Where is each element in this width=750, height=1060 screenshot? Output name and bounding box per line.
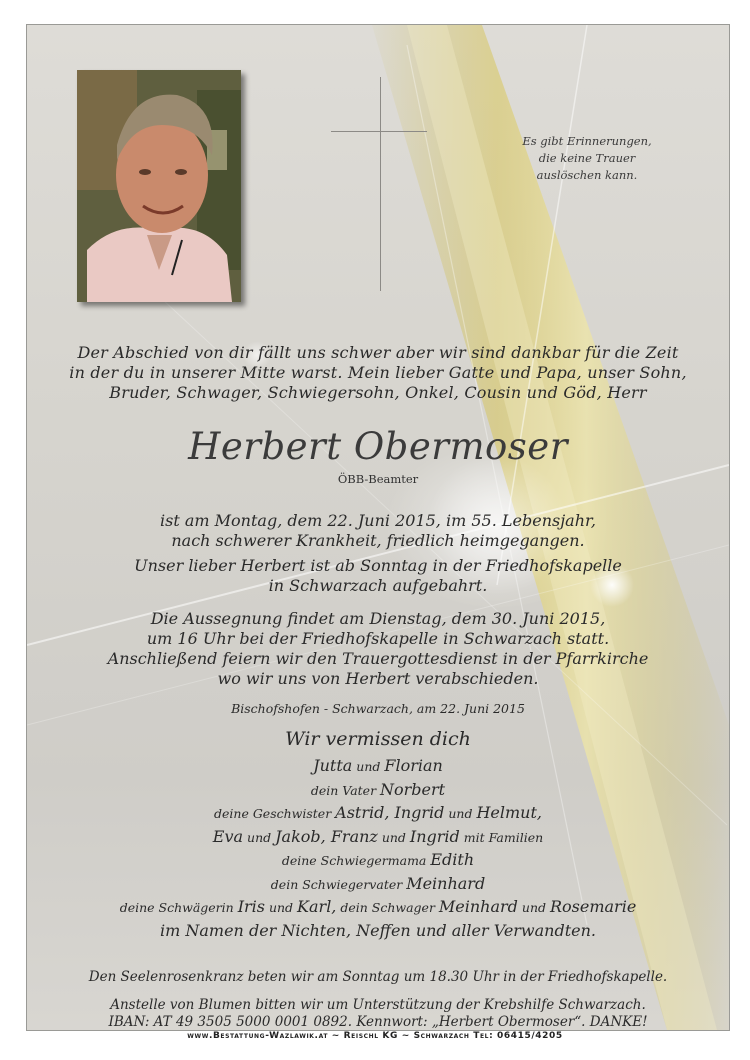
mourner-line: deine Geschwister Astrid, Ingrid und Helmut,	[214, 803, 542, 822]
mourner-line: im Namen der Nichten, Neffen und aller Verwandten.	[160, 920, 596, 940]
intro-line: Der Abschied von dir fällt uns schwer aber wir sind dankbar für die Zeit	[77, 343, 679, 362]
funeral-notice	[27, 609, 729, 689]
laid-out-notice	[27, 556, 729, 596]
mourners-list	[27, 755, 729, 942]
mourner-line: Jutta und Florian	[313, 756, 443, 775]
portrait-photo	[77, 70, 241, 302]
cross-vertical	[380, 77, 381, 291]
donation-line: Anstelle von Blumen bitten wir um Unterstützung der Krebshilfe Schwarzach.	[110, 997, 646, 1013]
quote-line: Es gibt Erinnerungen,	[522, 134, 652, 148]
intro-line: Bruder, Schwager, Schwiegersohn, Onkel, Cousin und Göd, Herr	[109, 383, 647, 402]
death-line: nach schwerer Krankheit, friedlich heimgegangen.	[171, 531, 585, 550]
rosary-notice: Den Seelenrosenkranz beten wir am Sonntag um 18.30 Uhr in der Friedhofskapelle.	[88, 969, 668, 985]
obituary-card	[26, 24, 730, 1031]
death-line: ist am Montag, dem 22. Juni 2015, im 55. Lebensjahr,	[160, 511, 596, 530]
funeral-line: Die Aussegnung findet am Dienstag, dem 30. Juni 2015,	[150, 609, 606, 628]
quote-line: auslöschen kann.	[536, 168, 638, 182]
funeral-line: Anschließend feiern wir den Trauergottesdienst in der Pfarrkirche	[107, 649, 649, 668]
intro-line: in der du in unserer Mitte warst. Mein lieber Gatte und Papa, unser Sohn,	[69, 363, 687, 382]
mourner-line: dein Vater Norbert	[310, 779, 446, 799]
mourner-line: deine Schwiegermama Edith	[281, 850, 475, 869]
laid-out-line: in Schwarzach aufgebahrt.	[268, 576, 488, 595]
death-notice	[27, 511, 729, 551]
mourner-line: deine Schwägerin Iris und Karl, dein Schwager Meinhard und Rosemarie	[119, 897, 637, 916]
funeral-line: um 16 Uhr bei der Friedhofskapelle in Schwarzach statt.	[146, 629, 610, 648]
cross-horizontal	[331, 131, 427, 132]
deceased-name: Herbert Obermoser	[188, 425, 568, 468]
donation-notice	[27, 997, 729, 1031]
place-date: Bischofshofen - Schwarzach, am 22. Juni 2015	[231, 701, 525, 716]
we-miss-you-heading: Wir vermissen dich	[285, 728, 471, 750]
donation-line: IBAN: AT 49 3505 5000 0001 0892. Kennwort: „Herbert Obermoser“. DANKE!	[108, 1014, 648, 1030]
laid-out-line: Unser lieber Herbert ist ab Sonntag in der Friedhofskapelle	[134, 556, 622, 575]
mourner-line: Eva und Jakob, Franz und Ingrid mit Familien	[212, 826, 544, 846]
quote-line: die keine Trauer	[538, 151, 636, 165]
funeral-line: wo wir uns von Herbert verabschieden.	[217, 669, 539, 688]
footer-contact: www.Bestattung-Wazlawik.at ~ Reischl KG ~ Schwarzach Tel: 06415/4205	[187, 1031, 563, 1041]
deceased-occupation: ÖBB-Beamter	[337, 472, 419, 486]
memorial-quote	[497, 133, 677, 184]
mourner-line: dein Schwiegervater Meinhard	[270, 873, 486, 893]
intro-text	[27, 343, 729, 403]
